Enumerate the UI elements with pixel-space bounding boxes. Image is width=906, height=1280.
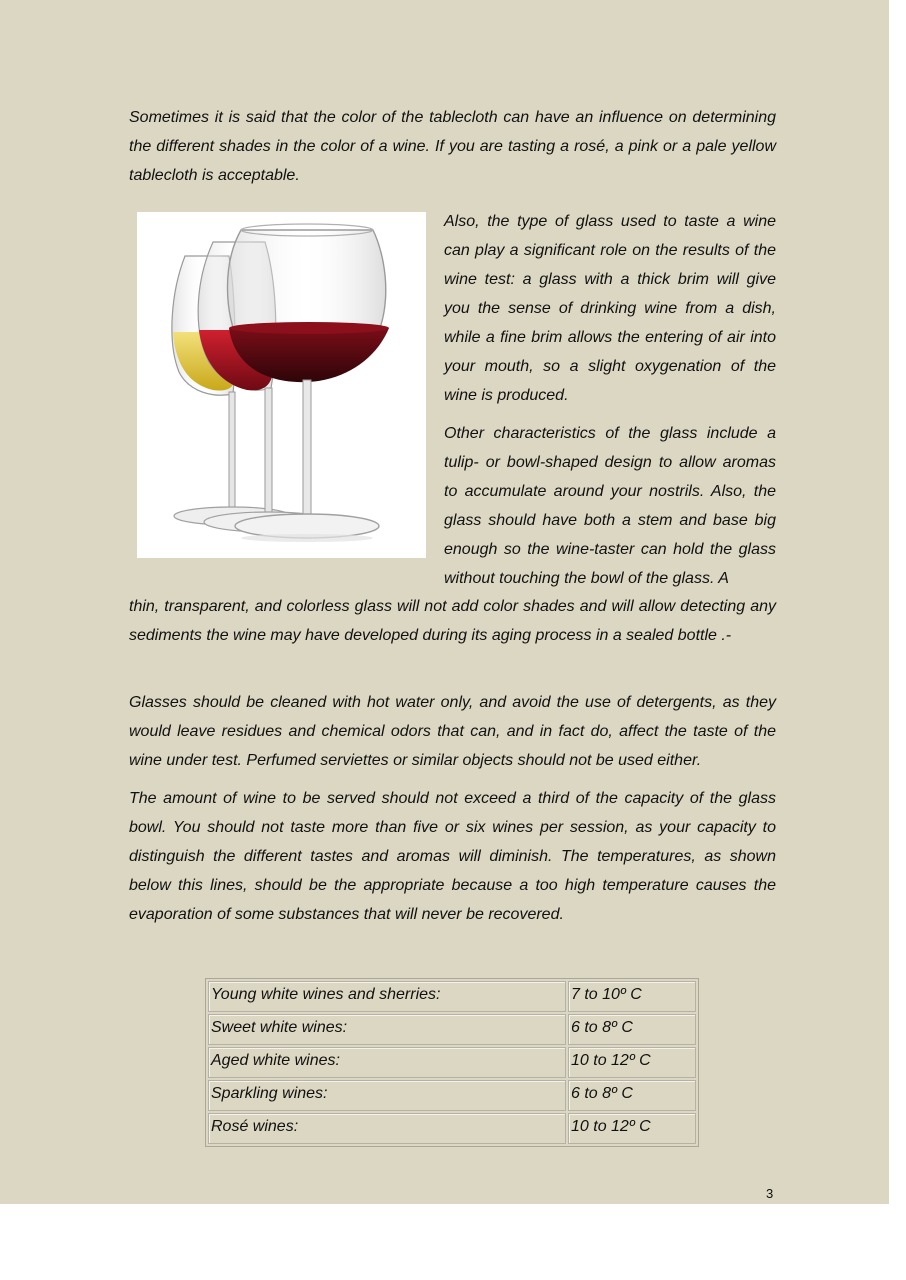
paragraph-tablecloth: Sometimes it is said that the color of the tablecloth can have an influence on determining the different shades in the color of a wine. If you are tasting a rosé, a pink or a pale yellow tablecloth is acceptable. (129, 109, 776, 184)
wine-type-cell: Sparkling wines: (208, 1080, 566, 1111)
wine-type-cell: Sweet white wines: (208, 1014, 566, 1045)
temperature-cell: 10 to 12º C (568, 1047, 696, 1078)
paragraph-glass-characteristics: Other characteristics of the glass include a tulip- or bowl-shaped design to allow aromas to accumulate around your nostrils. Also, the glass should have both a stem and base big enough so the wine-taster can hold the glass without touching the bowl of the glass. A (444, 425, 776, 587)
temperature-table (205, 978, 699, 1147)
table-row (208, 981, 696, 1012)
paragraph-glass-type: Also, the type of glass used to taste a wine can play a significant role on the results of the wine test: a glass with a thick brim will give you the sense of drinking wine from a dish, while a fine brim allows the entering of air into your mouth, so a slight oxygenation of the wine is produced. (444, 213, 776, 404)
temperature-cell: 7 to 10º C (568, 981, 696, 1012)
wine-type-cell: Rosé wines: (208, 1113, 566, 1144)
table-row (208, 1047, 696, 1078)
paragraph-serving-amount: The amount of wine to be served should not exceed a third of the capacity of the glass bowl. You should not taste more than five or six wines per session, as your capacity to distinguish the different tastes and aromas will diminish. The temperatures, as shown below this lines, should be the appropriate because a too high temperature causes the evaporation of some substances that will never be recovered. (129, 790, 776, 923)
page-number: 3 (766, 1186, 774, 1201)
temperature-cell: 10 to 12º C (568, 1113, 696, 1144)
table-row (208, 1014, 696, 1045)
table-row (208, 1080, 696, 1111)
table-row (208, 1113, 696, 1144)
wine-glasses-photo (137, 212, 426, 558)
paragraph-glass-cleaning: Glasses should be cleaned with hot water only, and avoid the use of detergents, as they would leave residues and chemical odors that can, and in fact do, affect the taste of the wine under test. Perfumed serviettes or similar objects should not be used either. (129, 694, 776, 769)
wine-glasses-illustration (137, 212, 426, 558)
paragraph-glass-characteristics-continued: thin, transparent, and colorless glass will not add color shades and will allow detecting any sediments the wine may have developed during its aging process in a sealed bottle .- (129, 598, 776, 644)
wine-type-cell: Young white wines and sherries: (208, 981, 566, 1012)
temperature-cell: 6 to 8º C (568, 1014, 696, 1045)
temperature-cell: 6 to 8º C (568, 1080, 696, 1111)
wine-type-cell: Aged white wines: (208, 1047, 566, 1078)
